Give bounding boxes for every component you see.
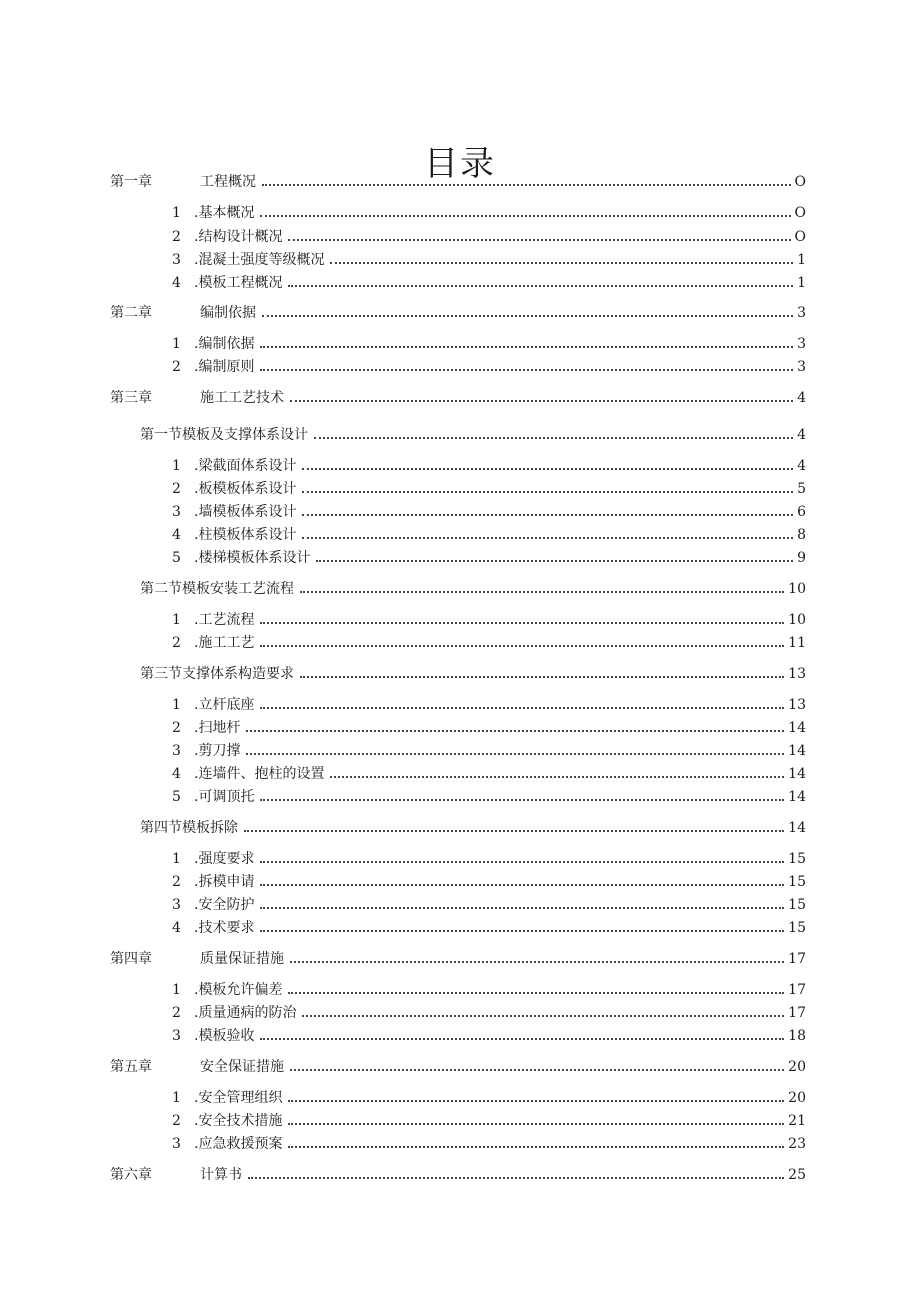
toc-leader-dots	[290, 400, 793, 402]
toc-label: .强度要求	[194, 851, 255, 867]
toc-page-number: 4	[797, 390, 806, 406]
toc-item-number: 2	[172, 635, 181, 651]
toc-item-number: 3	[172, 252, 181, 268]
toc-leader-dots	[314, 437, 793, 439]
toc-page-number: 23	[788, 1136, 806, 1152]
toc-item-row[interactable]	[0, 787, 920, 807]
toc-label: 编制依据	[200, 305, 256, 321]
toc-item-row[interactable]	[0, 764, 920, 784]
toc-leader-dots	[316, 560, 793, 562]
toc-page-number: 13	[788, 666, 806, 682]
toc-item-number: 4	[172, 527, 181, 543]
toc-page-number: 14	[788, 743, 806, 759]
toc-leader-dots	[260, 930, 784, 932]
toc-leader-dots	[248, 1177, 784, 1179]
toc-leader-dots	[330, 262, 793, 264]
toc-page-number: 14	[788, 766, 806, 782]
toc-item-row[interactable]	[0, 1003, 920, 1023]
toc-page-number: 14	[788, 820, 806, 836]
toc-leader-dots	[260, 369, 793, 371]
toc-leader-dots	[290, 961, 784, 963]
toc-page-number: 15	[788, 874, 806, 890]
toc-item-number: 3	[172, 504, 181, 520]
toc-leader-dots	[246, 753, 784, 755]
toc-item-row[interactable]	[0, 273, 920, 293]
toc-item-row[interactable]	[0, 456, 920, 476]
toc-item-row[interactable]	[0, 1134, 920, 1154]
toc-leader-dots	[260, 215, 790, 217]
toc-leader-dots	[288, 1123, 784, 1125]
toc-item-row[interactable]	[0, 334, 920, 354]
toc-item-row[interactable]	[0, 633, 920, 653]
toc-label: .基本概况	[194, 205, 255, 221]
toc-section-row[interactable]	[0, 818, 920, 838]
toc-page-number: 20	[788, 1059, 806, 1075]
toc-chapter-row[interactable]	[0, 303, 920, 323]
toc-item-row[interactable]	[0, 1026, 920, 1046]
toc-leader-dots	[260, 861, 784, 863]
toc-item-number: 2	[172, 229, 181, 245]
toc-leader-dots	[302, 468, 793, 470]
toc-label: 工程概况	[200, 174, 256, 190]
toc-page-number: 3	[797, 305, 806, 321]
toc-page-number: 9	[797, 550, 806, 566]
toc-item-row[interactable]	[0, 250, 920, 270]
toc-item-number: 2	[172, 1005, 181, 1021]
toc-page-number: 1	[797, 252, 806, 268]
toc-label: 计算书	[200, 1167, 242, 1183]
toc-page-number: 5	[797, 481, 806, 497]
toc-page-number: 14	[788, 789, 806, 805]
toc-page-number: 13	[788, 697, 806, 713]
toc-label: .板模板体系设计	[194, 481, 297, 497]
toc-label: .应急救援预案	[194, 1136, 283, 1152]
toc-item-row[interactable]	[0, 718, 920, 738]
toc-chapter-number: 第四章	[110, 951, 152, 967]
toc-item-number: 2	[172, 359, 181, 375]
page-title: 目录	[424, 143, 496, 184]
toc-label: .安全防护	[194, 897, 255, 913]
toc-leader-dots	[262, 315, 793, 317]
toc-chapter-row[interactable]	[0, 1165, 920, 1185]
toc-leader-dots	[260, 707, 784, 709]
toc-leader-dots	[302, 514, 793, 516]
toc-item-row[interactable]	[0, 741, 920, 761]
toc-item-number: 1	[172, 458, 181, 474]
toc-item-row[interactable]	[0, 872, 920, 892]
toc-page-number: 10	[788, 581, 806, 597]
toc-item-number: 3	[172, 1028, 181, 1044]
toc-label: .编制依据	[194, 336, 255, 352]
toc-chapter-row[interactable]	[0, 1057, 920, 1077]
toc-item-number: 5	[172, 550, 181, 566]
toc-label: .立杆底座	[194, 697, 255, 713]
toc-page-number: 3	[797, 359, 806, 375]
toc-item-number: 3	[172, 897, 181, 913]
toc-item-number: 4	[172, 766, 181, 782]
toc-leader-dots	[262, 184, 791, 186]
toc-chapter-row[interactable]	[0, 172, 920, 192]
toc-leader-dots	[260, 799, 784, 801]
toc-page-number: 4	[797, 458, 806, 474]
toc-item-number: 1	[172, 612, 181, 628]
toc-leader-dots	[288, 1146, 784, 1148]
toc-page-number: 11	[788, 635, 806, 651]
toc-page-number: 4	[797, 427, 806, 443]
toc-page-number: 1	[797, 275, 806, 291]
toc-item-row[interactable]	[0, 357, 920, 377]
toc-page-number: 17	[788, 1005, 806, 1021]
toc-leader-dots	[300, 676, 784, 678]
toc-leader-dots	[244, 830, 784, 832]
toc-page-number: 15	[788, 920, 806, 936]
toc-item-number: 1	[172, 336, 181, 352]
toc-leader-dots	[246, 730, 784, 732]
toc-item-number: 2	[172, 481, 181, 497]
toc-leader-dots	[288, 239, 790, 241]
toc-item-number: 3	[172, 743, 181, 759]
toc-item-row[interactable]	[0, 203, 920, 223]
toc-item-number: 4	[172, 920, 181, 936]
toc-leader-dots	[288, 1100, 784, 1102]
toc-leader-dots	[290, 1069, 784, 1071]
toc-leader-dots	[302, 491, 793, 493]
toc-label: .模板验收	[194, 1028, 255, 1044]
toc-page-number: 15	[788, 897, 806, 913]
toc-leader-dots	[260, 622, 784, 624]
toc-label: 第二节模板安装工艺流程	[140, 581, 294, 597]
toc-label: .剪刀撑	[194, 743, 241, 759]
toc-label: 第四节模板拆除	[140, 820, 238, 836]
toc-page-number: 10	[788, 612, 806, 628]
toc-leader-dots	[260, 645, 784, 647]
toc-section-row[interactable]	[0, 579, 920, 599]
toc-label: .结构设计概况	[194, 229, 283, 245]
toc-label: 质量保证措施	[200, 951, 284, 967]
toc-item-row[interactable]	[0, 695, 920, 715]
toc-chapter-row[interactable]	[0, 949, 920, 969]
toc-label: .梁截面体系设计	[194, 458, 297, 474]
toc-page-number: O	[794, 174, 806, 190]
toc-leader-dots	[260, 346, 793, 348]
toc-page-number: O	[794, 205, 806, 221]
toc-leader-dots	[330, 776, 784, 778]
toc-page-number: 15	[788, 851, 806, 867]
toc-item-number: 2	[172, 720, 181, 736]
toc-label: .安全管理组织	[194, 1090, 283, 1106]
toc-label: .施工工艺	[194, 635, 255, 651]
toc-item-row[interactable]	[0, 610, 920, 630]
toc-section-row[interactable]	[0, 425, 920, 445]
toc-label: .工艺流程	[194, 612, 255, 628]
toc-label: .扫地杆	[194, 720, 241, 736]
toc-leader-dots	[260, 884, 784, 886]
toc-leader-dots	[300, 591, 784, 593]
toc-item-number: 1	[172, 1090, 181, 1106]
toc-label: .楼梯模板体系设计	[194, 550, 311, 566]
toc-page-number: O	[794, 229, 806, 245]
toc-label: .质量通病的防治	[194, 1005, 297, 1021]
toc-item-row[interactable]	[0, 895, 920, 915]
toc-label: .连墙件、抱柱的设置	[194, 766, 325, 782]
toc-item-row[interactable]	[0, 918, 920, 938]
toc-leader-dots	[288, 992, 784, 994]
toc-chapter-number: 第一章	[110, 174, 152, 190]
toc-item-row[interactable]	[0, 1111, 920, 1131]
toc-item-row[interactable]	[0, 227, 920, 247]
toc-page-number: 20	[788, 1090, 806, 1106]
toc-chapter-number: 第二章	[110, 305, 152, 321]
toc-page-number: 18	[788, 1028, 806, 1044]
toc-section-row[interactable]	[0, 664, 920, 684]
toc-label: .模板工程概况	[194, 275, 283, 291]
toc-label: .柱模板体系设计	[194, 527, 297, 543]
toc-item-number: 1	[172, 697, 181, 713]
toc-page-number: 3	[797, 336, 806, 352]
toc-page-number: 17	[788, 982, 806, 998]
toc-chapter-number: 第五章	[110, 1059, 152, 1075]
toc-label: .墙模板体系设计	[194, 504, 297, 520]
toc-label: 施工工艺技术	[200, 390, 284, 406]
toc-item-number: 1	[172, 205, 181, 221]
toc-item-number: 2	[172, 874, 181, 890]
toc-chapter-row[interactable]	[0, 388, 920, 408]
toc-label: 第一节模板及支撑体系设计	[140, 427, 308, 443]
toc-item-number: 4	[172, 275, 181, 291]
toc-page-number: 25	[788, 1167, 806, 1183]
toc-item-number: 2	[172, 1113, 181, 1129]
toc-item-number: 1	[172, 851, 181, 867]
toc-label: .编制原则	[194, 359, 255, 375]
toc-page-number: 6	[797, 504, 806, 520]
toc-leader-dots	[260, 907, 784, 909]
toc-item-number: 3	[172, 1136, 181, 1152]
toc-page-number: 14	[788, 720, 806, 736]
toc-label: .技术要求	[194, 920, 255, 936]
toc-item-number: 5	[172, 789, 181, 805]
toc-label: .拆模申请	[194, 874, 255, 890]
toc-leader-dots	[302, 1015, 784, 1017]
toc-leader-dots	[260, 1038, 784, 1040]
toc-label: .安全技术措施	[194, 1113, 283, 1129]
toc-label: 第三节支撑体系构造要求	[140, 666, 294, 682]
toc-label: .模板允许偏差	[194, 982, 283, 998]
toc-label: 安全保证措施	[200, 1059, 284, 1075]
toc-item-row[interactable]	[0, 980, 920, 1000]
toc-leader-dots	[302, 537, 793, 539]
toc-item-row[interactable]	[0, 548, 920, 568]
toc-chapter-number: 第六章	[110, 1167, 152, 1183]
toc-item-row[interactable]	[0, 525, 920, 545]
toc-chapter-number: 第三章	[110, 390, 152, 406]
toc-page-number: 17	[788, 951, 806, 967]
toc-label: .混凝土强度等级概况	[194, 252, 325, 268]
toc-item-number: 1	[172, 982, 181, 998]
toc-item-row[interactable]	[0, 849, 920, 869]
toc-item-row[interactable]	[0, 479, 920, 499]
toc-item-row[interactable]	[0, 502, 920, 522]
toc-item-row[interactable]	[0, 1088, 920, 1108]
toc-page-number: 8	[797, 527, 806, 543]
toc-leader-dots	[288, 285, 793, 287]
toc-label: .可调顶托	[194, 789, 255, 805]
toc-page-number: 21	[788, 1113, 806, 1129]
